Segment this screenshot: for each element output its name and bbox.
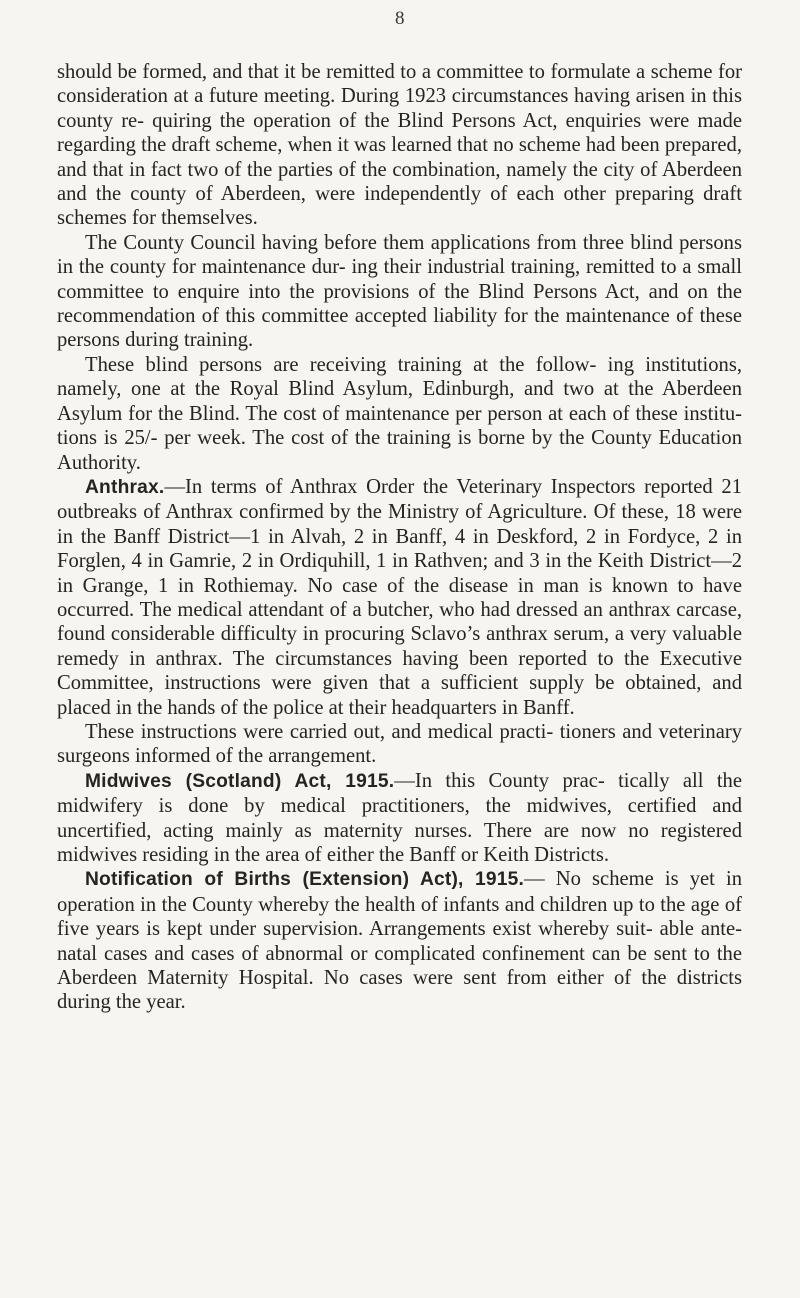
paragraph-committee-continuation: [57, 60, 742, 231]
paragraph-anthrax-instructions: [57, 720, 742, 769]
paragraph-text: These blind persons are receiving training at the follow- ing institutions, namely, one at the Royal Blind Asylum, Edinburgh, and two at the Aberdeen Asylum for the Blind. The cost of maintenance per person at each of these institu- tions is 25/- per week. The cost of the training is borne by the County Education Authority.: [57, 353, 742, 474]
document-body: [57, 60, 742, 1015]
page-number: 8: [395, 8, 405, 29]
paragraph-text: should be formed, and that it be remitted to a committee to formulate a scheme for consideration at a future meeting. During 1923 circumstances having arisen in this county re- quiring the operation of the Blind Persons Act, enquiries were made regarding the draft scheme, when it was learned that no scheme had been prepared, and that in fact two of the parties of the combination, namely the city of Aberdeen and the county of Aberdeen, were independently of each other preparing draft schemes for themselves.: [57, 61, 742, 230]
section-heading-anthrax: Anthrax.: [85, 476, 165, 498]
paragraph-midwives-act: [57, 769, 742, 868]
paragraph-text: These instructions were carried out, and medical practi- tioners and veterinary surgeons informed of the arrangement.: [57, 720, 742, 768]
paragraph-text: —In terms of Anthrax Order the Veterinary Inspectors reported 21 outbreaks of Anthrax confirmed by the Ministry of Agriculture. Of these, 18 were in the Banff District—1 in Alvah, 2 in Banff, 4 in Deskford, 2 in Fordyce, 2 in Forglen, 4 in Gamrie, 2 in Ordiquhill, 1 in Rathven; and 3 in the Keith District—2 in Grange, 1 in Rothiemay. No case of the disease in man is known to have occurred. The medical attendant of a butcher, who had dressed an anthrax carcase, found considerable difficulty in procuring Sclavo’s anthrax serum, a very valuable remedy in anthrax. The circumstances having been reported to the Executive Committee, instructions were given that a sufficient supply be obtained, and placed in the hands of the police at their headquarters in Banff.: [57, 475, 742, 719]
paragraph-notification-of-births: [57, 867, 742, 1014]
paragraph-county-council-applications: [57, 231, 742, 353]
section-heading-midwives-act: Midwives (Scotland) Act, 1915.: [85, 770, 395, 792]
section-heading-notification-of-births: Notification of Births (Extension) Act), 1915.: [85, 869, 525, 891]
paragraph-text: The County Council having before them applications from three blind persons in the county for maintenance dur- ing their industrial training, remitted to a small committee to enquire into the provisions of the Blind Persons Act, and on the recommendation of this committee accepted liability for the maintenance of these persons during training.: [57, 231, 742, 352]
paragraph-text: —In this County prac- tically all the midwifery is done by medical practitioners, the midwives, certified and uncertified, acting mainly as maternity nurses. There are now no registered midwives residing in the area of either the Banff or Keith Districts.: [57, 769, 742, 866]
paragraph-blind-training-institutions: [57, 353, 742, 475]
paragraph-anthrax: [57, 475, 742, 720]
paragraph-text: — No scheme is yet in operation in the County whereby the health of infants and children up to the age of five years is kept under supervision. Arrangements exist whereby suit- able ante-natal cases and cases of abnormal or complicated confinement can be sent to the Aberdeen Maternity Hospital. No cases were sent from either of the districts during the year.: [57, 868, 742, 1014]
